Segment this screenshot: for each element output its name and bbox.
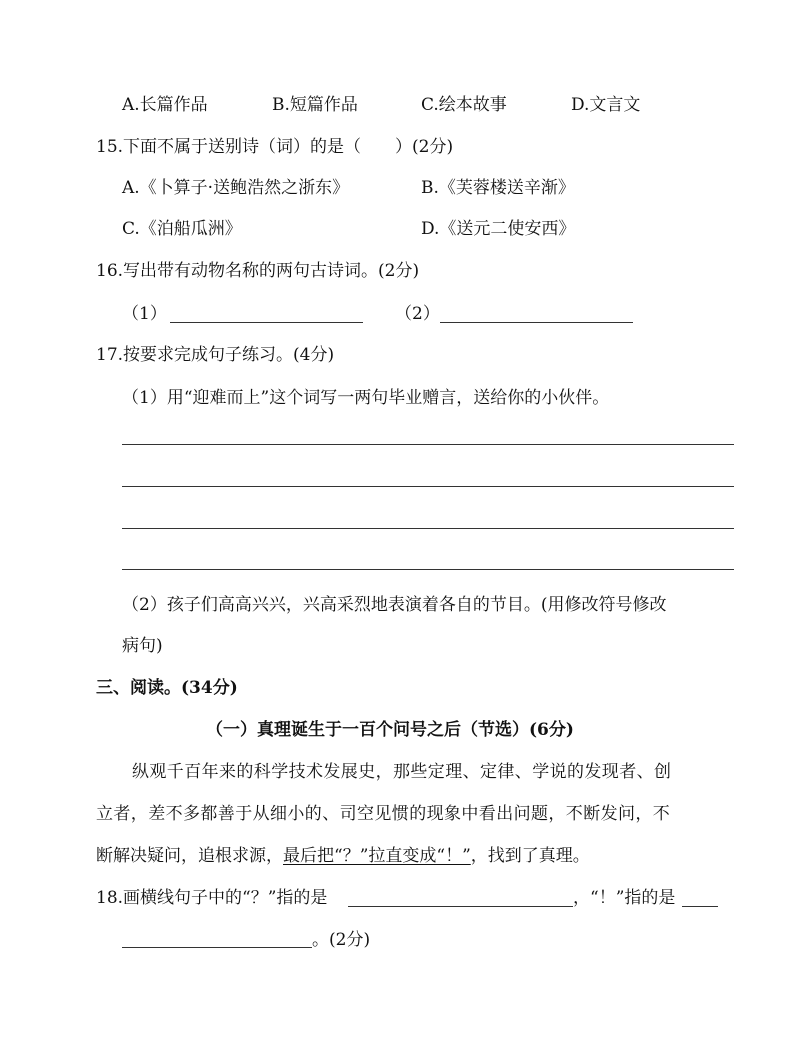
q15-option-a: A.《卜算子·送鲍浩然之浙东》: [122, 178, 350, 198]
q17-answer-line-4[interactable]: [122, 569, 734, 570]
q17-part1: （1）用“迎难而上”这个词写一两句毕业赠言，送给你的小伙伴。: [122, 388, 610, 408]
q18-comma: ，: [573, 888, 590, 908]
q16-blank1-label: （1）: [122, 304, 167, 324]
q17-part2-line1: （2）孩子们高高兴兴，兴高采烈地表演着各自的节目。(用修改符号修改: [122, 595, 667, 615]
section-heading: 三、阅读。(34分): [96, 678, 238, 698]
q14-option-c: C.绘本故事: [421, 95, 507, 115]
q17-answer-line-3[interactable]: [122, 528, 734, 529]
passage-line-3: [96, 845, 590, 867]
q15-option-c: C.《泊船瓜洲》: [122, 219, 242, 239]
q16-stem: 16.写出带有动物名称的两句古诗词。(2分): [96, 261, 420, 281]
q16-answer-blank-2[interactable]: [440, 322, 633, 323]
q18-end: 。(2分): [312, 930, 371, 950]
q17-answer-line-1[interactable]: [122, 444, 734, 445]
q15-option-d: D.《送元二使安西》: [421, 219, 576, 239]
q16-answer-blank-1[interactable]: [170, 322, 363, 323]
underlined-sentence: 最后把“？”拉直变成“！”: [283, 846, 471, 866]
passage-line-3-post: ，找到了真理。: [470, 846, 590, 866]
q17-part2-line2: 病句): [122, 636, 163, 656]
q16-blank2-label: （2）: [395, 304, 440, 324]
q18-answer-blank-1[interactable]: [348, 906, 573, 907]
q17-answer-line-2[interactable]: [122, 486, 734, 487]
q18-stem-part2: “！”指的是: [590, 888, 676, 908]
q18-answer-blank-2b[interactable]: [122, 947, 312, 948]
q14-option-a: A.长篇作品: [122, 95, 208, 115]
q14-option-b: B.短篇作品: [272, 95, 358, 115]
passage-line-1: 纵观千百年来的科学技术发展史，那些定理、定律、学说的发现者、创: [132, 762, 672, 782]
q17-stem: 17.按要求完成句子练习。(4分): [96, 345, 335, 365]
passage-line-2: 立者，差不多都善于从细小的、司空见惯的现象中看出问题，不断发问，不: [96, 804, 671, 824]
q14-option-d: D.文言文: [571, 95, 641, 115]
passage-title: （一）真理诞生于一百个问号之后（节选）(6分): [206, 720, 574, 740]
q18-stem-part1: 18.画横线句子中的“？”指的是: [96, 888, 328, 908]
q18-answer-blank-2a[interactable]: [682, 906, 718, 907]
passage-line-3-pre: 断解决疑问，追根求源，: [96, 846, 283, 866]
q15-option-b: B.《芙蓉楼送辛渐》: [421, 178, 575, 198]
q15-stem: 15.下面不属于送别诗（词）的是（ ）(2分): [96, 137, 454, 157]
